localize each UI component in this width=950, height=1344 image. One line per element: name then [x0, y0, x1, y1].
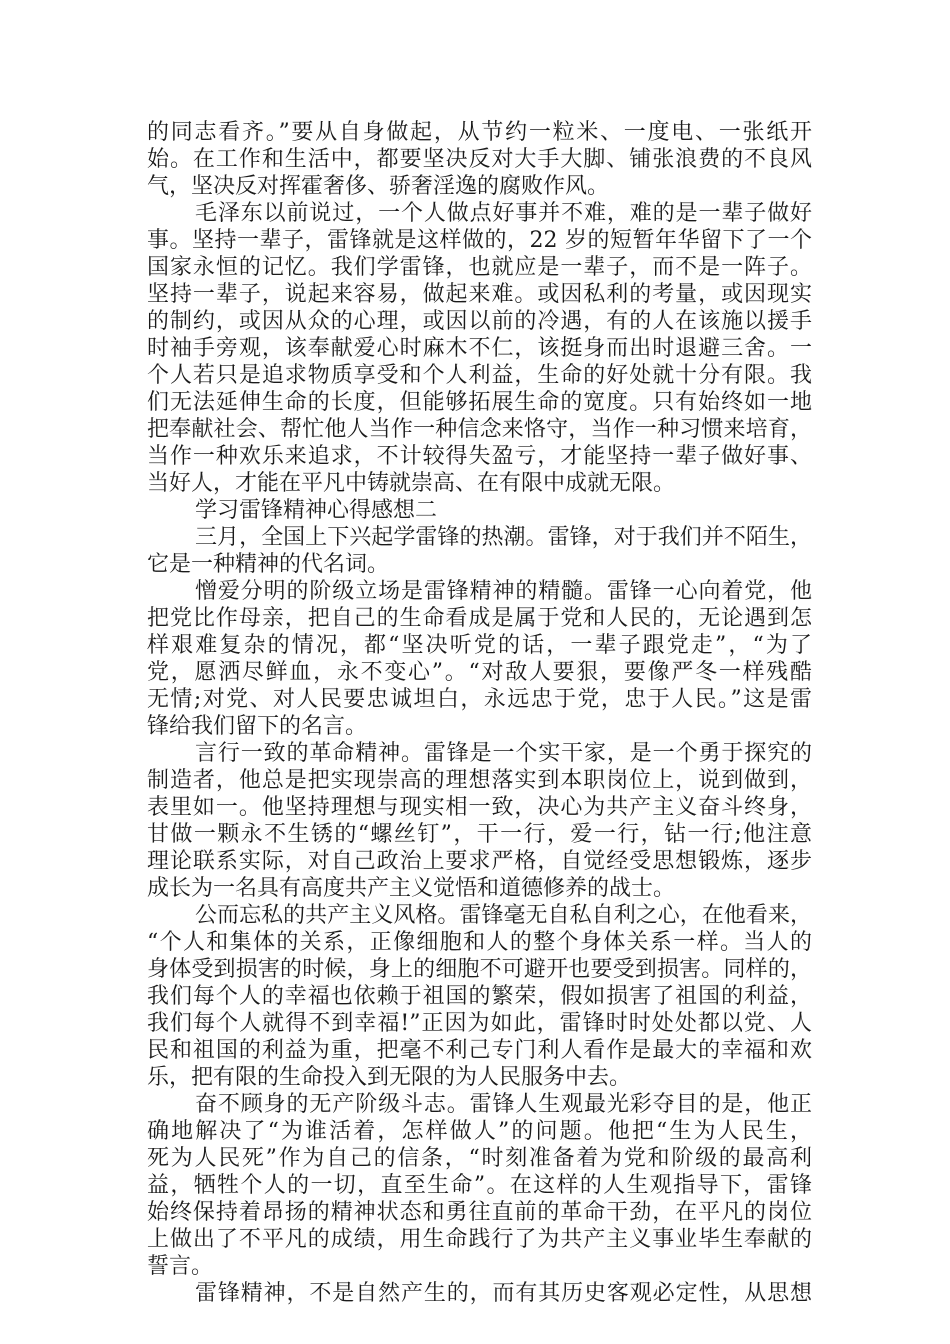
text-line: 公而忘私的共产主义风格。雷锋毫无自私自利之心，在他看来， [195, 903, 812, 928]
text-line: 身体受到损害的时候，身上的细胞不可避开也要受到损害。同样的， [147, 957, 812, 982]
text-line: “个人和集体的关系，正像细胞和人的整个身体关系一样。当人的 [147, 930, 812, 955]
text-line: 个人若只是追求物质享受和个人利益，生命的好处就十分有限。我 [147, 363, 812, 388]
text-line: 把奉献社会、帮忙他人当作一种信念来恪守，当作一种习惯来培育， [147, 417, 812, 442]
text-line: 誓言。 [147, 1254, 214, 1279]
text-line: 我们每个人的幸福也依赖于祖国的繁荣，假如损害了祖国的利益， [147, 984, 812, 1009]
text-line: 民和祖国的利益为重，把毫不利己专门利人看作是最大的幸福和欢 [147, 1038, 812, 1063]
text-line: 雷锋精神，不是自然产生的，而有其历史客观必定性，从思想 [195, 1281, 812, 1306]
text-line: 锋给我们留下的名言。 [147, 714, 368, 739]
text-line: 坚持一辈子，说起来容易，做起来难。或因私利的考量，或因现实 [147, 282, 812, 307]
text-line: 乐，把有限的生命投入到无限的为人民服务中去。 [147, 1065, 632, 1090]
text-line: 三月，全国上下兴起学雷锋的热潮。雷锋，对于我们并不陌生， [195, 525, 812, 550]
document-page [147, 119, 812, 1307]
text-line: 学习雷锋精神心得感想二 [195, 498, 438, 523]
text-line: 的制约，或因从众的心理，或因以前的冷遇，有的人在该施以援手 [147, 309, 812, 334]
text-line: 的同志看齐。”要从自身做起，从节约一粒米、一度电、一张纸开 [147, 120, 812, 145]
text-line: 益，牺牲个人的一切，直至生命”。在这样的人生观指导下，雷锋 [147, 1173, 812, 1198]
text-line: 毛泽东以前说过，一个人做点好事并不难，难的是一辈子做好 [195, 201, 812, 226]
text-line: 确地解决了“为谁活着，怎样做人”的问题。他把“生为人民生， [147, 1119, 812, 1144]
text-line: 始终保持着昂扬的精神状态和勇往直前的革命干劲，在平凡的岗位 [147, 1200, 812, 1225]
text-line: 始。在工作和生活中，都要坚决反对大手大脚、铺张浪费的不良风 [147, 147, 812, 172]
text-line: 奋不顾身的无产阶级斗志。雷锋人生观最光彩夺目的是，他正 [195, 1092, 812, 1117]
text-line: 它是一种精神的代名词。 [147, 552, 390, 577]
text-line: 甘做一颗永不生锈的“螺丝钉”，干一行，爱一行，钻一行;他注意 [147, 822, 812, 847]
text-line: 憎爱分明的阶级立场是雷锋精神的精髓。雷锋一心向着党，他 [195, 579, 812, 604]
text-line: 事。坚持一辈子，雷锋就是这样做的，22 岁的短暂年华留下了一个 [147, 228, 812, 253]
text-line: 表里如一。他坚持理想与现实相一致，决心为共产主义奋斗终身， [147, 795, 812, 820]
text-line: 无情;对党、对人民要忠诚坦白，永远忠于党，忠于人民。”这是雷 [147, 687, 812, 712]
text-line: 时袖手旁观，该奉献爱心时麻木不仁，该挺身而出时退避三舍。一 [147, 336, 812, 361]
text-line: 气，坚决反对挥霍奢侈、骄奢淫逸的腐败作风。 [147, 174, 610, 199]
text-line: 当作一种欢乐来追求，不计较得失盈亏，才能坚持一辈子做好事、 [147, 444, 812, 469]
text-line: 我们每个人就得不到幸福!”正因为如此，雷锋时时处处都以党、人 [147, 1011, 812, 1036]
text-line: 制造者，他总是把实现崇高的理想落实到本职岗位上，说到做到， [147, 768, 812, 793]
text-line: 们无法延伸生命的长度，但能够拓展生命的宽度。只有始终如一地 [147, 390, 812, 415]
text-line: 上做出了不平凡的成绩，用生命践行了为共产主义事业毕生奉献的 [147, 1227, 812, 1252]
text-line: 样艰难复杂的情况，都“坚决听党的话，一辈子跟党走”，“为了 [147, 633, 812, 658]
text-line: 言行一致的革命精神。雷锋是一个实干家，是一个勇于探究的 [195, 741, 812, 766]
text-line: 当好人，才能在平凡中铸就崇高、在有限中成就无限。 [147, 471, 676, 496]
text-line: 把党比作母亲，把自己的生命看成是属于党和人民的，无论遇到怎 [147, 606, 812, 631]
text-line: 党，愿洒尽鲜血，永不变心”。“对敌人要狠，要像严冬一样残酷 [147, 660, 812, 685]
text-line: 死为人民死”作为自己的信条，“时刻准备着为党和阶级的最高利 [147, 1146, 812, 1171]
text-line: 国家永恒的记忆。我们学雷锋，也就应是一辈子，而不是一阵子。 [147, 255, 812, 280]
text-line: 成长为一名具有高度共产主义觉悟和道德修养的战士。 [147, 876, 676, 901]
text-line: 理论联系实际，对自己政治上要求严格，自觉经受思想锻炼，逐步 [147, 849, 812, 874]
